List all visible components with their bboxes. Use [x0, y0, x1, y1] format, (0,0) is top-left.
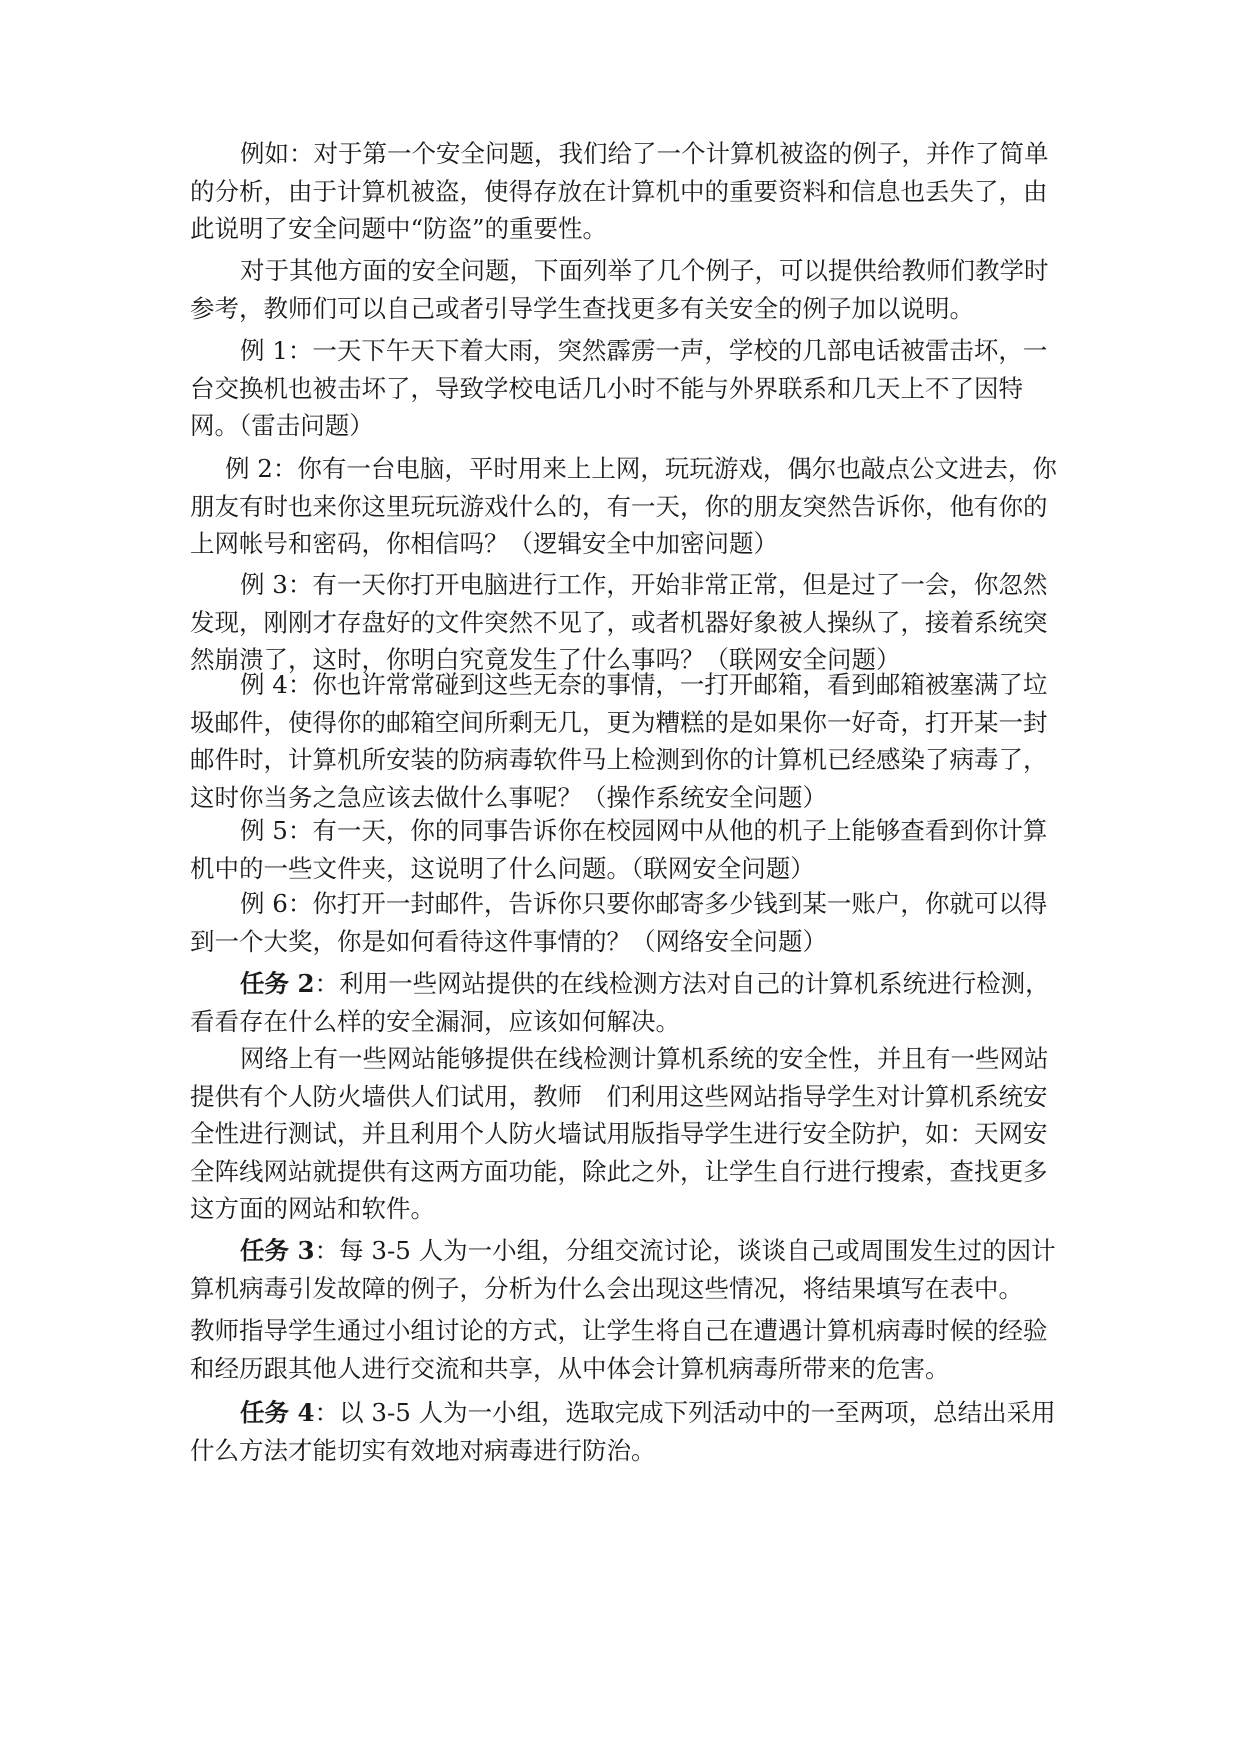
paragraph-example-4: 例 4：你也许常常碰到这些无奈的事情，一打开邮箱，看到邮箱被塞满了垃圾邮件，使得你的邮箱空间所剩无几，更为糟糕的是如果你一好奇，打开某一封邮件时，计算机所安装的防病毒软件马上检测到你的计算机已经感染了病毒了，这时你当务之急应该去做什么事呢？（操作系统安全问题）	[190, 670, 1048, 812]
paragraph-task-4: 任务 4：以 3-5 人为一小组，选取完成下列活动中的一至两项，总结出采用什么方法才能切实有效地对病毒进行防治。	[190, 1398, 1056, 1465]
paragraph-example-6: 例 6：你打开一封邮件，告诉你只要你邮寄多少钱到某一账户，你就可以得到一个大奖，你是如何看待这件事情的？（网络安全问题）	[190, 889, 1048, 956]
paragraph-example-2: 例 2：你有一台电脑，平时用来上上网，玩玩游戏，偶尔也敲点公文进去，你朋友有时也来你这里玩玩游戏什么的，有一天，你的朋友突然告诉你，他有你的上网帐号和密码，你相信吗？（逻辑安全中加密问题）	[190, 454, 1057, 558]
paragraph-task-3-guidance: 教师指导学生通过小组讨论的方式，让学生将自己在遭遇计算机病毒时候的经验和经历跟其他人进行交流和共享，从中体会计算机病毒所带来的危害。	[190, 1316, 1048, 1383]
paragraph-task-2: 任务 2：利用一些网站提供的在线检测方法对自己的计算机系统进行检测，看看存在什么样的安全漏洞，应该如何解决。	[190, 969, 1050, 1036]
paragraph-example-1: 例 1：一天下午天下着大雨，突然霹雳一声，学校的几部电话被雷击坏，一台交换机也被击坏了，导致学校电话几小时不能与外界联系和几天上不了因特网。（雷击问题）	[190, 336, 1048, 440]
task-3-label: 任务 3	[240, 1236, 315, 1265]
paragraph-example-3: 例 3：有一天你打开电脑进行工作，开始非常正常，但是过了一会，你忽然发现，刚刚才存盘好的文件突然不见了，或者机器好象被人操纵了，接着系统突然崩溃了，这时，你明白究竟发生了什么事吗？（联网安全问题）	[190, 570, 1048, 674]
paragraph-task-2-guidance: 网络上有一些网站能够提供在线检测计算机系统的安全性，并且有一些网站提供有个人防火墙供人们试用，教师 们利用这些网站指导学生对计算机系统安全性进行测试，并且利用个人防火墙试用版指导学生进行安全防护，如：天网安全阵线网站就提供有这两方面功能，除此之外，让学生自行进行搜索，查找更多这方面的网站和软件。	[190, 1044, 1049, 1223]
task-4-label: 任务 4	[240, 1398, 315, 1427]
task-2-label: 任务 2	[240, 969, 315, 998]
paragraph-other-issues: 对于其他方面的安全问题，下面列举了几个例子，可以提供给教师们教学时参考，教师们可以自己或者引导学生查找更多有关安全的例子加以说明。	[190, 256, 1049, 323]
paragraph-task-3: 任务 3：每 3-5 人为一小组，分组交流讨论，谈谈自己或周围发生过的因计算机病毒引发故障的例子，分析为什么会出现这些情况，将结果填写在表中。	[190, 1236, 1056, 1303]
paragraph-intro-example: 例如：对于第一个安全问题，我们给了一个计算机被盗的例子，并作了简单的分析，由于计算机被盗，使得存放在计算机中的重要资料和信息也丢失了，由此说明了安全问题中“防盗”的重要性。	[190, 139, 1049, 243]
paragraph-example-5: 例 5：有一天，你的同事告诉你在校园网中从他的机子上能够查看到你计算机中的一些文件夹，这说明了什么问题。（联网安全问题）	[190, 816, 1048, 883]
